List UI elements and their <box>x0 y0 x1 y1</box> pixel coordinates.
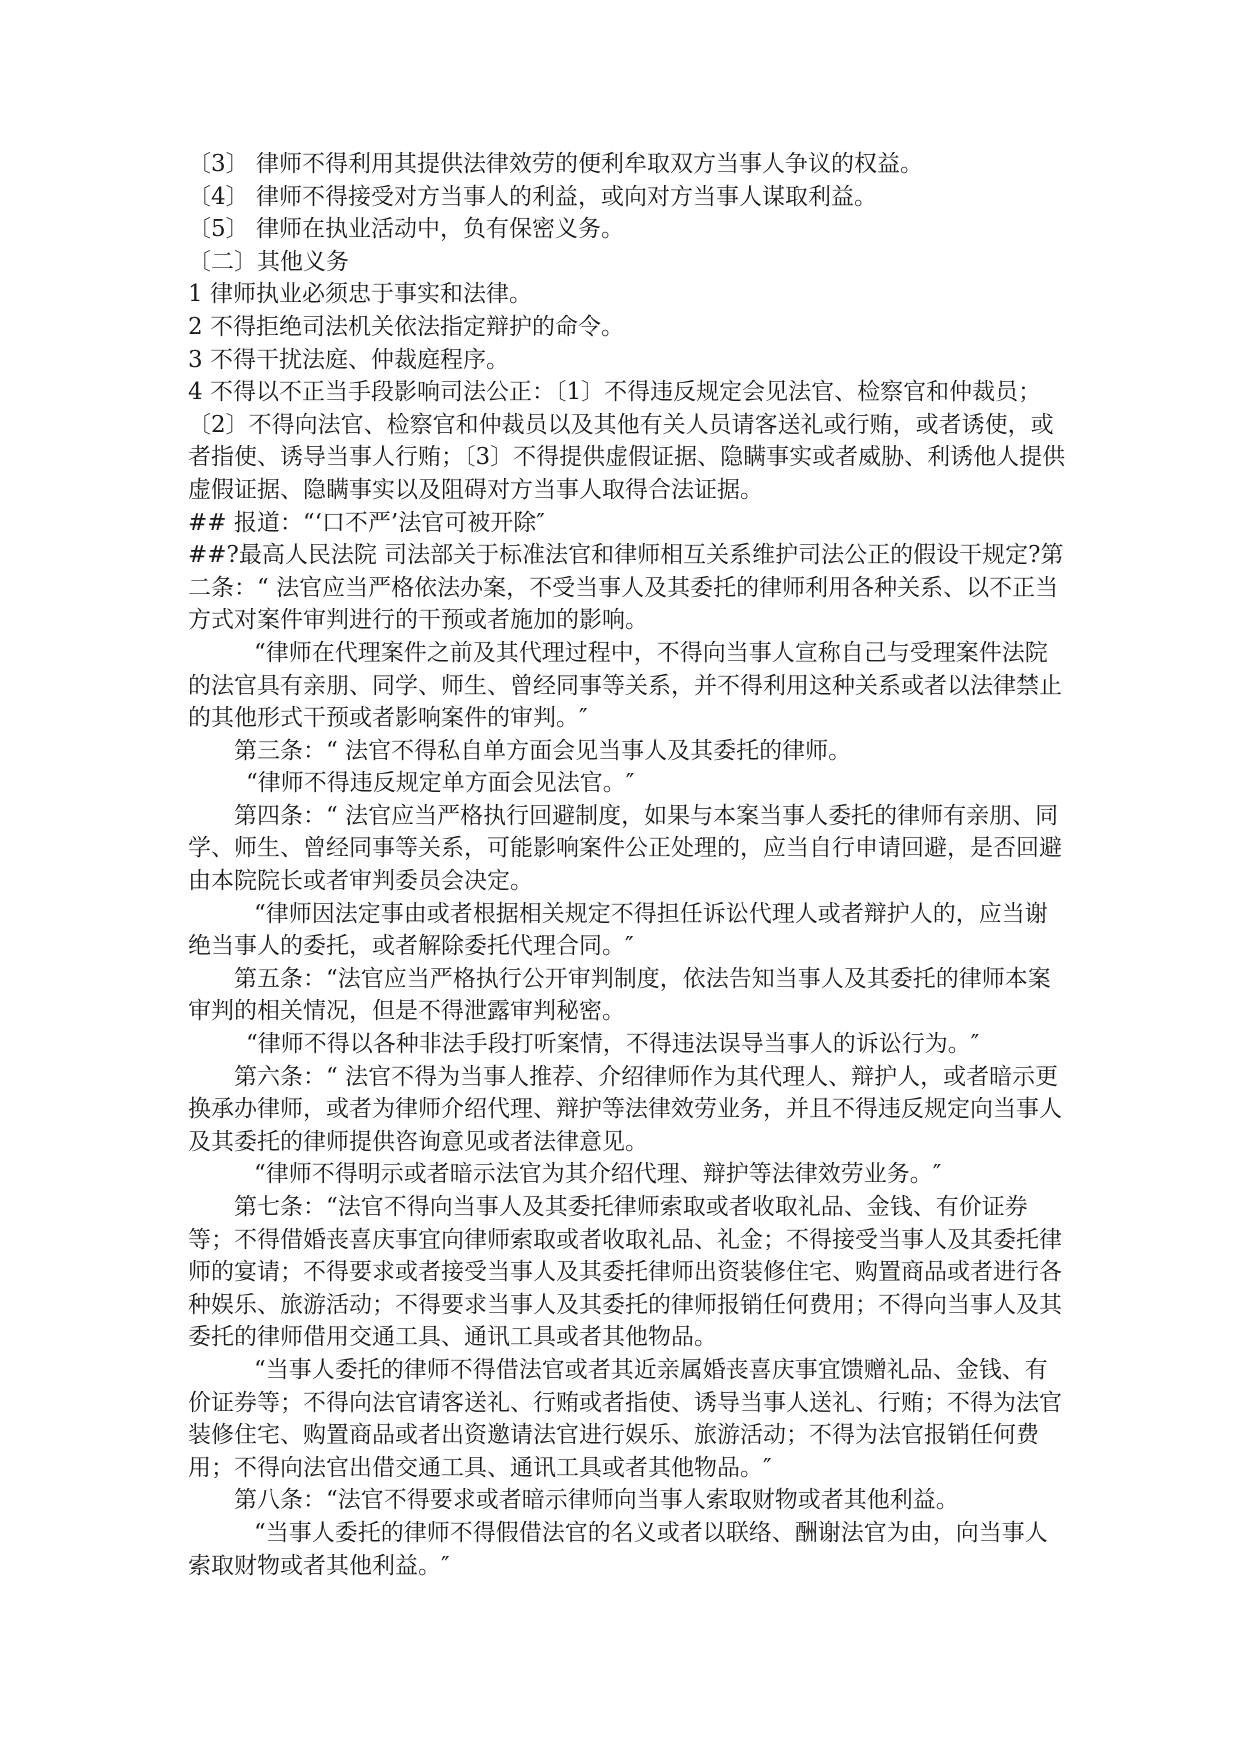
paragraph-duty-3: 〔3〕 律师不得利用其提供法律效劳的便利牟取双方当事人争议的权益。 <box>188 151 923 177</box>
paragraph-article-2-lawyer: “律师在代理案件之前及其代理过程中，不得向当事人宣称自己与受理案件法院的法官具有亲朋、同学、师生、曾经同事等关系，并不得利用这种关系或者以法律禁止的其他形式干预或者影响案件的审判。″ <box>188 639 1062 732</box>
paragraph-article-6: 第六条：“ 法官不得为当事人推荐、介绍律师作为其代理人、辩护人，或者暗示更换承办律师，或者为律师介绍代理、辩护等法律效劳业务，并且不得违反规定向当事人及其委托的律师提供咨询意见或者法律意见。 <box>188 1063 1062 1155</box>
section-heading-other-duties: 〔二〕其他义务 <box>188 248 349 275</box>
paragraph-article-4-lawyer: “律师因法定事由或者根据相关规定不得担任诉讼代理人或者辩护人的，应当谢绝当事人的委托，或者解除委托代理合同。″ <box>188 900 1048 960</box>
paragraph-article-4: 第四条：“ 法官应当严格执行回避制度，如果与本案当事人委托的律师有亲朋、同学、师生、曾经同事等关系，可能影响案件公正处理的，应当自行申请回避，是否回避由本院院长或者审判委员会决定。 <box>188 802 1062 895</box>
paragraph-article-8: 第八条：“法官不得要求或者暗示律师向当事人索取财物或者其他利益。 <box>234 1487 959 1514</box>
paragraph-item-2: 2 不得拒绝司法机关依法指定辩护的命令。 <box>188 313 624 340</box>
report-heading: ## 报道：“‘口不严’法官可被开除″ <box>188 509 545 536</box>
paragraph-article-7: 第七条：“法官不得向当事人及其委托律师索取或者收取礼品、金钱、有价证券等；不得借婚丧喜庆事宜向律师索取或者收取礼品、礼金；不得接受当事人及其委托律师的宴请；不得要求或者接受当事人及其委托律师出资装修住宅、购置商品或者进行各种娱乐、旅游活动；不得要求当事人及其委托的律师报销任何费用；不得向当事人及其委托的律师借用交通工具、通讯工具或者其他物品。 <box>188 1194 1062 1351</box>
paragraph-item-1: 1 律师执业必须忠于事实和法律。 <box>188 281 532 308</box>
paragraph-article-5: 第五条：“法官应当严格执行公开审判制度，依法告知当事人及其委托的律师本案审判的相关情况，但是不得泄露审判秘密。 <box>188 965 1051 1025</box>
paragraph-article-6-lawyer: “律师不得明示或者暗示法官为其介绍代理、辩护等法律效劳业务。″ <box>254 1161 942 1188</box>
document-body <box>188 148 1068 1582</box>
paragraph-article-7-lawyer: “当事人委托的律师不得借法官或者其近亲属婚丧喜庆事宜馈赠礼品、金钱、有价证券等；不得向法官请客送礼、行贿或者指使、诱导当事人送礼、行贿；不得为法官装修住宅、购置商品或者出资邀请法官进行娱乐、旅游活动；不得为法官报销任何费用；不得向法官出借交通工具、通讯工具或者其他物品。″ <box>188 1356 1062 1481</box>
paragraph-duty-5: 〔5〕 律师在执业活动中，负有保密义务。 <box>188 216 624 243</box>
paragraph-article-5-lawyer: “律师不得以各种非法手段打听案情，不得违法误导当事人的诉讼行为。″ <box>246 1031 980 1058</box>
paragraph-duty-4: 〔4〕 律师不得接受对方当事人的利益，或向对方当事人谋取利益。 <box>188 183 877 210</box>
paragraph-article-3: 第三条：“ 法官不得私自单方面会见当事人及其委托的律师。 <box>234 737 852 764</box>
paragraph-article-3-lawyer: “律师不得违反规定单方面会见法官。″ <box>246 770 635 797</box>
paragraph-article-8-lawyer: “当事人委托的律师不得假借法官的名义或者以联络、酬谢法官为由，向当事人索取财物或者其他利益。″ <box>188 1519 1048 1579</box>
paragraph-item-4: 4 不得以不正当手段影响司法公正：〔1〕不得违反规定会见法官、检察官和仲裁员；〔2〕不得向法官、检察官和仲裁员以及其他有关人员请客送礼或行贿，或者诱使，或者指使、诱导当事人行贿；〔3〕不得提供虚假证据、隐瞒事实或者威胁、利诱他人提供虚假证据、隐瞒事实以及阻碍对方当事人取得合法证据。 <box>188 379 1066 503</box>
paragraph-item-3: 3 不得干扰法庭、仲裁庭程序。 <box>188 346 509 373</box>
paragraph-article-2: ##?最高人民法院 司法部关于标准法官和律师相互关系维护司法公正的假设干规定?第二条：“ 法官应当严格依法办案，不受当事人及其委托的律师利用各种关系、以不正当方式对案件审判进行的干预或者施加的影响。 <box>188 542 1064 634</box>
